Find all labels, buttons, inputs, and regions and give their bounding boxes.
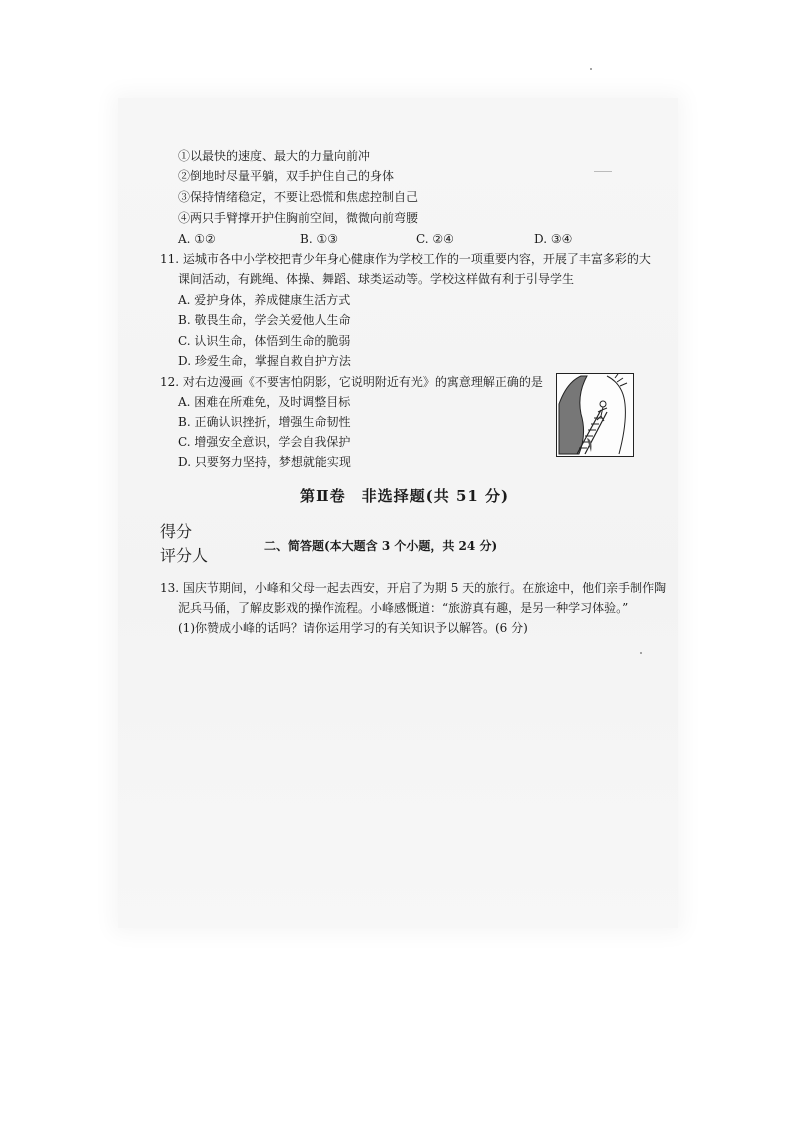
q12-stem: 12. 对右边漫画《不要害怕阴影，它说明附近有光》的寓意理解正确的是	[160, 375, 543, 389]
grader-header: 评分人	[160, 546, 209, 565]
q10-item-2: ②倒地时尽量平躺，双手护住自己的身体	[178, 169, 395, 183]
q11-stem-line1: 11. 运城市各中小学校把青少年身心健康作为学校工作的一项重要内容，开展了丰富多彩的大	[160, 252, 651, 266]
q12-option-b: B. 正确认识挫折，增强生命韧性	[178, 415, 351, 429]
q10-option-b: B. ①③	[300, 232, 338, 246]
q10-option-c: C. ②④	[416, 232, 454, 246]
scan-mark	[594, 171, 612, 172]
q10-item-4: ④两只手臂撑开护住胸前空间，微微向前弯腰	[178, 211, 419, 225]
q10-option-d: D. ③④	[534, 232, 573, 246]
q10-item-1: ①以最快的速度、最大的力量向前冲	[178, 149, 371, 163]
q12-option-d: D. 只要努力坚持，梦想就能实现	[178, 455, 351, 469]
q11-stem-line2: 课间活动，有跳绳、体操、舞蹈、球类运动等。学校这样做有利于引导学生	[178, 272, 575, 286]
part2-title: 第Ⅱ卷 非选择题(共 51 分)	[300, 487, 510, 505]
q11-option-a: A. 爱护身体，养成健康生活方式	[178, 293, 351, 307]
q13-question1: (1)你赞成小峰的话吗？请你运用学习的有关知识予以解答。(6 分)	[178, 621, 528, 635]
q12-option-c: C. 增强安全意识，学会自我保护	[178, 435, 351, 449]
q13-line2: 泥兵马俑，了解皮影戏的操作流程。小峰感慨道：“旅游真有趣，是另一种学习体验。”	[178, 601, 629, 615]
score-table	[160, 519, 256, 567]
score-header: 得分	[160, 522, 193, 541]
q11-option-c: C. 认识生命，体悟到生命的脆弱	[178, 334, 351, 348]
q11-option-b: B. 敬畏生命，学会关爱他人生命	[178, 313, 351, 327]
section2-title: 二、简答题(本大题含 3 个小题，共 24 分)	[264, 539, 498, 553]
scan-speck	[590, 68, 592, 70]
q13-line1: 13. 国庆节期间，小峰和父母一起去西安，开启了为期 5 天的旅行。在旅途中，他们亲手制作陶	[160, 581, 667, 595]
cartoon-drawing	[557, 374, 633, 456]
cartoon-illustration	[556, 373, 634, 457]
q10-item-3: ③保持情绪稳定，不要让恐慌和焦虑控制自己	[178, 190, 419, 204]
q10-options	[178, 231, 578, 247]
q10-option-a: A. ①②	[178, 232, 216, 246]
q12-option-a: A. 困难在所难免，及时调整目标	[178, 395, 351, 409]
q11-option-d: D. 珍爱生命，掌握自救自护方法	[178, 354, 351, 368]
scan-speck	[640, 652, 642, 654]
